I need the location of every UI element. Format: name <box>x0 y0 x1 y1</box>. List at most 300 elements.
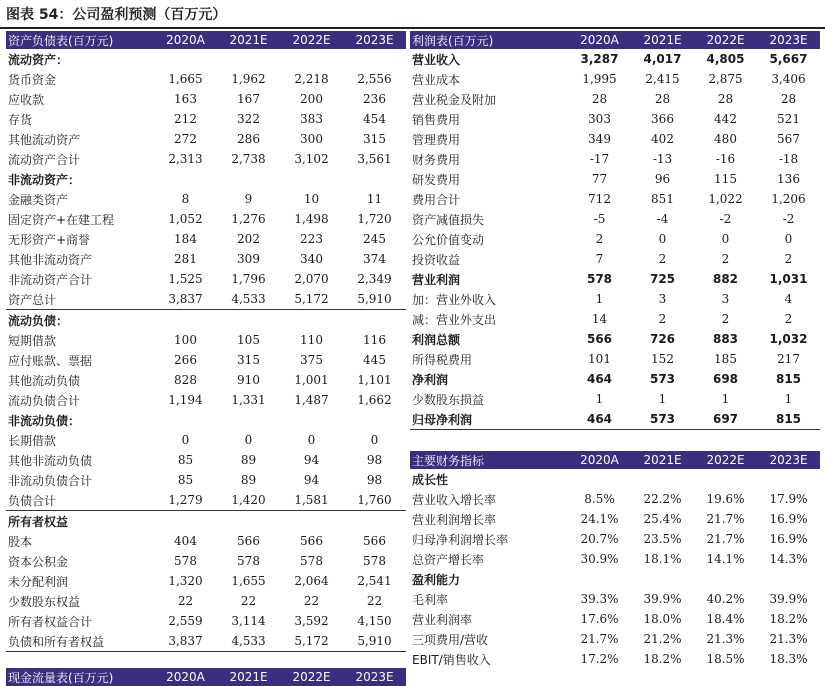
row-value: 315 <box>363 132 386 146</box>
row-value: 3 <box>658 292 667 306</box>
table-row <box>6 511 406 532</box>
row-value: 2,064 <box>294 574 329 588</box>
row-value: 0 <box>181 433 190 447</box>
row-label: 其他流动资产 <box>8 132 81 147</box>
row-value <box>631 569 694 589</box>
row-value: 39.9% <box>769 592 808 606</box>
row-value: 94 <box>303 453 320 467</box>
row-label: 其他非流动资产 <box>8 252 93 267</box>
table-row <box>410 149 820 169</box>
row-value: 18.5% <box>706 652 745 666</box>
row-value: 17.2% <box>580 652 619 666</box>
table-row <box>410 609 820 629</box>
row-value: 4 <box>784 292 793 306</box>
row-value: 2,070 <box>294 272 329 286</box>
row-value: 200 <box>300 92 323 106</box>
row-value: 1,276 <box>231 212 266 226</box>
table-row <box>410 569 820 589</box>
row-value: 1,279 <box>154 490 217 511</box>
income-statement-header-row <box>410 31 820 49</box>
year-header: 2020A <box>568 451 631 469</box>
row-value: 442 <box>714 112 737 126</box>
row-value: 17.6% <box>580 612 619 626</box>
table-row <box>410 389 820 409</box>
table-row <box>410 249 820 269</box>
row-label: 所有者权益合计 <box>8 614 93 629</box>
row-value: 2,875 <box>708 72 743 86</box>
row-value: 5,910 <box>343 289 406 310</box>
table-row <box>6 551 406 571</box>
row-value: 566 <box>300 534 323 548</box>
row-value: 567 <box>777 132 800 146</box>
year-header: 2022E <box>280 31 343 49</box>
row-label: 负债合计 <box>6 490 154 511</box>
row-value: 28 <box>591 92 608 106</box>
row-value: 1,206 <box>771 192 806 206</box>
row-value: 136 <box>777 172 800 186</box>
row-value: 10 <box>303 192 320 206</box>
table-row <box>6 249 406 269</box>
row-value: 40.2% <box>706 592 745 606</box>
row-label: 非流动负债： <box>8 413 81 428</box>
table-row <box>410 489 820 509</box>
table-row <box>6 470 406 490</box>
row-value: 1,995 <box>582 72 617 86</box>
row-label: 短期借款 <box>8 333 57 348</box>
financial-ratios-header: 主要财务指标 <box>410 451 568 469</box>
table-row <box>6 430 406 450</box>
table-row <box>6 269 406 289</box>
financial-ratios-header-row <box>410 451 820 469</box>
table-row <box>410 189 820 209</box>
row-value: 21.2% <box>643 632 682 646</box>
row-value: 1,031 <box>769 272 808 286</box>
row-value <box>154 310 217 331</box>
year-header: 2023E <box>757 31 820 49</box>
row-value: 5,172 <box>280 631 343 652</box>
row-value: 2,313 <box>168 152 203 166</box>
row-value <box>757 569 820 589</box>
table-row <box>6 350 406 370</box>
table-row <box>410 469 820 489</box>
row-label: 流动资产： <box>8 52 69 67</box>
row-value: 566 <box>363 534 386 548</box>
row-value: 315 <box>237 353 260 367</box>
table-row <box>410 69 820 89</box>
row-value: 1,662 <box>357 393 392 407</box>
row-value: 383 <box>300 112 323 126</box>
row-value: 1,525 <box>168 272 203 286</box>
row-value: -2 <box>782 212 795 226</box>
table-row <box>6 289 406 310</box>
table-row <box>6 209 406 229</box>
row-value: 375 <box>300 353 323 367</box>
row-value <box>280 511 343 532</box>
year-header: 2022E <box>280 668 343 686</box>
row-value: 2 <box>784 312 793 326</box>
row-value: 1 <box>595 392 604 406</box>
row-value: 1,665 <box>168 72 203 86</box>
row-value <box>343 410 406 430</box>
row-label: 费用合计 <box>412 192 461 207</box>
row-value: 21.3% <box>769 632 808 646</box>
row-value <box>280 49 343 69</box>
row-value: 0 <box>658 232 667 246</box>
row-value: 30.9% <box>580 552 619 566</box>
row-label: 货币资金 <box>8 72 57 87</box>
row-value: 2,218 <box>294 72 329 86</box>
row-value: 815 <box>757 409 820 430</box>
row-label: 存货 <box>8 112 33 127</box>
row-label: 营业收入 <box>412 52 461 67</box>
financial-ratios-table <box>410 451 820 669</box>
row-value: 23.5% <box>643 532 682 546</box>
row-value: 1,022 <box>708 192 743 206</box>
row-value: 2 <box>721 252 730 266</box>
row-value: 0 <box>244 433 253 447</box>
row-value: 89 <box>240 473 257 487</box>
row-label: 三项费用/营收 <box>412 632 489 647</box>
table-row <box>6 169 406 189</box>
row-value: 21.7% <box>706 512 745 526</box>
row-value: 4,150 <box>357 614 392 628</box>
row-value: 14.3% <box>769 552 808 566</box>
row-value: 883 <box>712 332 739 346</box>
row-value: 116 <box>363 333 386 347</box>
row-value: 25.4% <box>643 512 682 526</box>
table-row <box>6 129 406 149</box>
row-value <box>154 410 217 430</box>
row-value: 18.2% <box>769 612 808 626</box>
row-value: 300 <box>300 132 323 146</box>
row-value: 85 <box>177 453 194 467</box>
row-value: 3,114 <box>231 614 266 628</box>
row-value: 28 <box>654 92 671 106</box>
row-value: 3 <box>721 292 730 306</box>
row-value: 4,533 <box>217 631 280 652</box>
row-value: 349 <box>588 132 611 146</box>
row-label: 营业成本 <box>412 72 461 87</box>
row-value: 697 <box>694 409 757 430</box>
row-value: 1,487 <box>294 393 329 407</box>
row-label: 所得税费用 <box>412 352 473 367</box>
row-label: 加：营业外收入 <box>412 292 497 307</box>
row-value: 1 <box>721 392 730 406</box>
row-value: 22 <box>177 594 194 608</box>
table-row <box>6 631 406 652</box>
table-row <box>6 149 406 169</box>
table-row <box>6 69 406 89</box>
row-value: 236 <box>363 92 386 106</box>
row-value: 725 <box>649 272 676 286</box>
row-value: 573 <box>649 372 676 386</box>
table-row <box>410 369 820 389</box>
row-value: 445 <box>363 353 386 367</box>
row-value: 281 <box>174 252 197 266</box>
row-value: 266 <box>174 353 197 367</box>
year-header: 2021E <box>217 668 280 686</box>
row-value: 1,796 <box>231 272 266 286</box>
year-header: 2021E <box>631 31 694 49</box>
row-label: 未分配利润 <box>8 574 69 589</box>
row-value: 223 <box>300 232 323 246</box>
row-value: 2,559 <box>168 614 203 628</box>
row-label: 归母净利润 <box>410 409 568 430</box>
row-value: 110 <box>300 333 323 347</box>
row-label: 资产减值损失 <box>412 212 485 227</box>
row-label: 营业税金及附加 <box>412 92 497 107</box>
row-value: 77 <box>591 172 608 186</box>
row-value <box>631 469 694 489</box>
table-row <box>410 309 820 329</box>
row-label: 负债和所有者权益 <box>6 631 154 652</box>
row-label: 减：营业外支出 <box>412 312 497 327</box>
table-row <box>6 571 406 591</box>
row-value: 1,720 <box>357 212 392 226</box>
row-value: 566 <box>237 534 260 548</box>
row-value: 22 <box>303 594 320 608</box>
row-value: 366 <box>651 112 674 126</box>
row-value: 828 <box>174 373 197 387</box>
row-value: 21.7% <box>580 632 619 646</box>
row-value: 402 <box>651 132 674 146</box>
row-value: 217 <box>777 352 800 366</box>
row-value: 212 <box>174 112 197 126</box>
row-value: 573 <box>631 409 694 430</box>
row-value <box>217 310 280 331</box>
row-label: 资本公积金 <box>8 554 69 569</box>
row-label: 非流动资产： <box>8 172 81 187</box>
table-row <box>410 649 820 669</box>
row-label: 净利润 <box>412 372 449 387</box>
row-value <box>568 469 631 489</box>
row-value: 28 <box>717 92 734 106</box>
row-value: 1,194 <box>168 393 203 407</box>
row-value: 0 <box>370 433 379 447</box>
row-value: 18.1% <box>643 552 682 566</box>
balance-sheet-header-row <box>6 31 406 49</box>
row-label: 总资产增长率 <box>412 552 485 567</box>
row-value: -2 <box>719 212 732 226</box>
table-row <box>6 531 406 551</box>
row-label: 营业利润率 <box>412 612 473 627</box>
row-label: 应收款 <box>8 92 45 107</box>
year-header: 2022E <box>694 31 757 49</box>
row-label: 营业收入增长率 <box>412 492 497 507</box>
row-label: 少数股东损益 <box>412 392 485 407</box>
row-value: 18.2% <box>643 652 682 666</box>
table-row <box>6 390 406 410</box>
table-row <box>6 330 406 350</box>
row-label: 流动负债合计 <box>8 393 81 408</box>
row-value <box>280 310 343 331</box>
row-value: 22 <box>366 594 383 608</box>
row-label: 其他流动负债 <box>8 373 81 388</box>
row-value <box>343 49 406 69</box>
row-value: 202 <box>237 232 260 246</box>
row-value: -4 <box>656 212 669 226</box>
cash-flow-header-row <box>6 668 406 686</box>
row-value: 3,561 <box>357 152 392 166</box>
row-value: 1 <box>784 392 793 406</box>
row-label: 毛利率 <box>412 592 449 607</box>
row-value: 815 <box>775 372 802 386</box>
row-label: 所有者权益 <box>8 514 69 529</box>
row-label: 归母净利润增长率 <box>412 532 509 547</box>
row-value: 17.9% <box>769 492 808 506</box>
row-value: 100 <box>174 333 197 347</box>
row-value: 94 <box>303 473 320 487</box>
row-value: 726 <box>649 332 676 346</box>
table-row <box>410 49 820 69</box>
row-value <box>757 469 820 489</box>
row-value: 21.7% <box>706 532 745 546</box>
row-value: 374 <box>363 252 386 266</box>
balance-sheet-table <box>6 31 406 652</box>
row-value: 39.9% <box>643 592 682 606</box>
year-header: 2023E <box>757 451 820 469</box>
row-label: 财务费用 <box>412 152 461 167</box>
row-value: 3,102 <box>294 152 329 166</box>
row-value: 1,498 <box>294 212 329 226</box>
row-value: 22.2% <box>643 492 682 506</box>
row-value: -5 <box>593 212 606 226</box>
row-value: 98 <box>366 473 383 487</box>
year-header: 2021E <box>631 451 694 469</box>
row-value: 882 <box>712 272 739 286</box>
row-value: 5,667 <box>769 52 808 66</box>
row-label: 资产总计 <box>6 289 154 310</box>
row-value: 1,655 <box>231 574 266 588</box>
row-value: 851 <box>651 192 674 206</box>
cash-flow-header: 现金流量表(百万元) <box>6 668 154 686</box>
income-statement-header: 利润表(百万元) <box>410 31 568 49</box>
row-value: 115 <box>714 172 737 186</box>
row-value: 14.1% <box>706 552 745 566</box>
row-label: 股本 <box>8 534 33 549</box>
row-value: 3,592 <box>294 614 329 628</box>
table-row <box>410 289 820 309</box>
row-label: 非流动负债合计 <box>8 473 93 488</box>
row-value: -16 <box>715 152 736 166</box>
row-label: 金融类资产 <box>8 192 69 207</box>
row-label: 成长性 <box>412 472 449 487</box>
year-header: 2022E <box>694 451 757 469</box>
balance-sheet-header: 资产负债表(百万元) <box>6 31 154 49</box>
row-value: 566 <box>586 332 613 346</box>
table-row <box>6 89 406 109</box>
table-row <box>6 450 406 470</box>
row-value: 1,420 <box>217 490 280 511</box>
table-row <box>410 509 820 529</box>
row-value: 105 <box>237 333 260 347</box>
row-value <box>280 410 343 430</box>
row-value: 286 <box>237 132 260 146</box>
cash-flow-table <box>6 668 406 686</box>
row-value: 152 <box>651 352 674 366</box>
row-value: 322 <box>237 112 260 126</box>
table-row <box>6 310 406 331</box>
table-row <box>410 269 820 289</box>
row-value: 464 <box>568 409 631 430</box>
row-value <box>694 569 757 589</box>
row-label: 营业利润 <box>412 272 461 287</box>
row-value: 1,320 <box>168 574 203 588</box>
row-label: 应付账款、票据 <box>8 353 93 368</box>
row-value <box>343 511 406 532</box>
page-title: 图表 54：公司盈利预测（百万元） <box>6 7 227 23</box>
table-row <box>410 89 820 109</box>
row-value: 1,962 <box>231 72 266 86</box>
table-row <box>410 129 820 149</box>
row-value <box>343 310 406 331</box>
row-value: 101 <box>588 352 611 366</box>
row-label: 非流动资产合计 <box>8 272 93 287</box>
row-label: 利润总额 <box>412 332 461 347</box>
table-row <box>6 189 406 209</box>
row-label: EBIT/销售收入 <box>412 652 491 667</box>
row-label: 其他非流动负债 <box>8 453 93 468</box>
row-value: 1,581 <box>280 490 343 511</box>
row-value: 9 <box>244 192 253 206</box>
row-value: 89 <box>240 453 257 467</box>
row-value: 18.0% <box>643 612 682 626</box>
row-value: 1,052 <box>168 212 203 226</box>
row-value: 4,533 <box>217 289 280 310</box>
row-value: 578 <box>363 554 386 568</box>
row-value: 1,101 <box>357 373 392 387</box>
row-value: 4,017 <box>643 52 682 66</box>
row-value <box>154 511 217 532</box>
row-value <box>154 169 217 189</box>
row-value: 18.3% <box>769 652 808 666</box>
year-header: 2021E <box>217 31 280 49</box>
row-label: 固定资产+在建工程 <box>8 212 115 227</box>
table-row <box>410 229 820 249</box>
table-row <box>410 629 820 649</box>
row-value: 2,415 <box>645 72 680 86</box>
row-label: 销售费用 <box>412 112 461 127</box>
table-row <box>410 109 820 129</box>
row-value: 698 <box>712 372 739 386</box>
row-value: 98 <box>366 453 383 467</box>
table-row <box>410 209 820 229</box>
row-value: 340 <box>300 252 323 266</box>
table-row <box>410 409 820 430</box>
row-value: 5,910 <box>343 631 406 652</box>
row-value: 303 <box>588 112 611 126</box>
table-row <box>6 49 406 69</box>
row-value: 7 <box>595 252 604 266</box>
row-value: 185 <box>714 352 737 366</box>
row-label: 流动负债： <box>8 313 69 328</box>
row-value: 2,349 <box>357 272 392 286</box>
row-value: 2,541 <box>357 574 392 588</box>
row-value: 1,331 <box>231 393 266 407</box>
income-statement-table <box>410 31 820 430</box>
row-value: 2 <box>784 252 793 266</box>
row-value: 578 <box>300 554 323 568</box>
row-value: 578 <box>174 554 197 568</box>
row-value: 22 <box>240 594 257 608</box>
row-value: 2,556 <box>357 72 392 86</box>
year-header: 2023E <box>343 31 406 49</box>
row-value: 578 <box>237 554 260 568</box>
row-value: 0 <box>721 232 730 246</box>
table-row <box>410 589 820 609</box>
row-label: 公允价值变动 <box>412 232 485 247</box>
row-label: 长期借款 <box>8 433 57 448</box>
